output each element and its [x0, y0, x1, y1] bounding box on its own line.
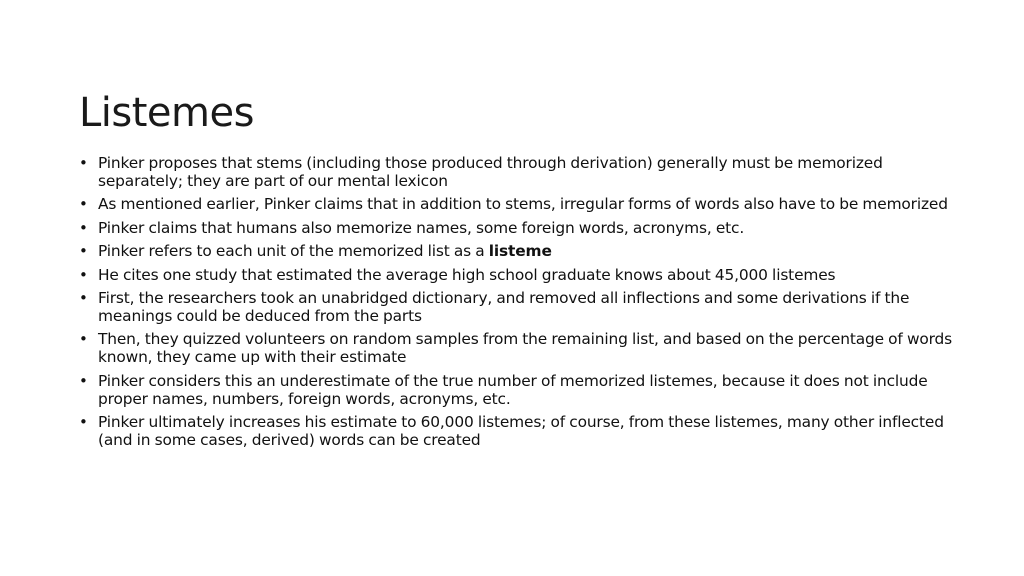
- bullet-text: As mentioned earlier, Pinker claims that in addition to stems, irregular forms of words also have to be memorized: [98, 195, 948, 214]
- bullet-icon: •: [79, 218, 88, 237]
- bullet-icon: •: [79, 154, 88, 172]
- bullet-text: First, the researchers took an unabridged dictionary, and removed all inflections and some derivations if the meanings could be deduced from the parts: [98, 288, 910, 325]
- bullet-text: Pinker ultimately increases his estimate to 60,000 listemes; of course, from these listemes, many other inflected (and in some cases, derived) words can be created: [98, 413, 944, 450]
- bullet-text: Pinker refers to each unit of the memorized list as a: [98, 242, 489, 261]
- bullet-icon: •: [79, 330, 88, 349]
- bullet-item: [79, 219, 959, 237]
- slide-title: Listemes: [79, 89, 254, 136]
- bullet-item: [79, 154, 959, 190]
- bullet-list: [79, 154, 959, 455]
- bullet-item: [79, 266, 959, 284]
- bullet-item: [79, 330, 959, 366]
- bullet-term-bold: listeme: [488, 242, 552, 261]
- bullet-text: Pinker considers this an underestimate of the true number of memorized listemes, because it does not include proper names, numbers, foreign words, acronyms, etc.: [98, 371, 928, 408]
- bullet-text: Then, they quizzed volunteers on random samples from the remaining list, and based on the percentage of words known, they came up with their estimate: [98, 330, 953, 367]
- bullet-icon: •: [79, 195, 88, 214]
- bullet-item: [79, 195, 959, 213]
- bullet-text: Pinker claims that humans also memorize names, some foreign words, acronyms, etc.: [98, 218, 745, 237]
- bullet-icon: •: [79, 413, 88, 432]
- bullet-icon: •: [79, 242, 88, 261]
- bullet-icon: •: [79, 371, 88, 390]
- bullet-item: [79, 289, 959, 325]
- bullet-item: [79, 413, 959, 449]
- bullet-text: He cites one study that estimated the average high school graduate knows about 45,000 listemes: [98, 265, 836, 284]
- bullet-icon: •: [79, 265, 88, 284]
- bullet-item: [79, 242, 959, 260]
- bullet-icon: •: [79, 288, 88, 307]
- bullet-text: Pinker proposes that stems (including those produced through derivation) generally must be memorized separately; they are part of our mental lexicon: [98, 154, 883, 190]
- bullet-item: [79, 372, 959, 408]
